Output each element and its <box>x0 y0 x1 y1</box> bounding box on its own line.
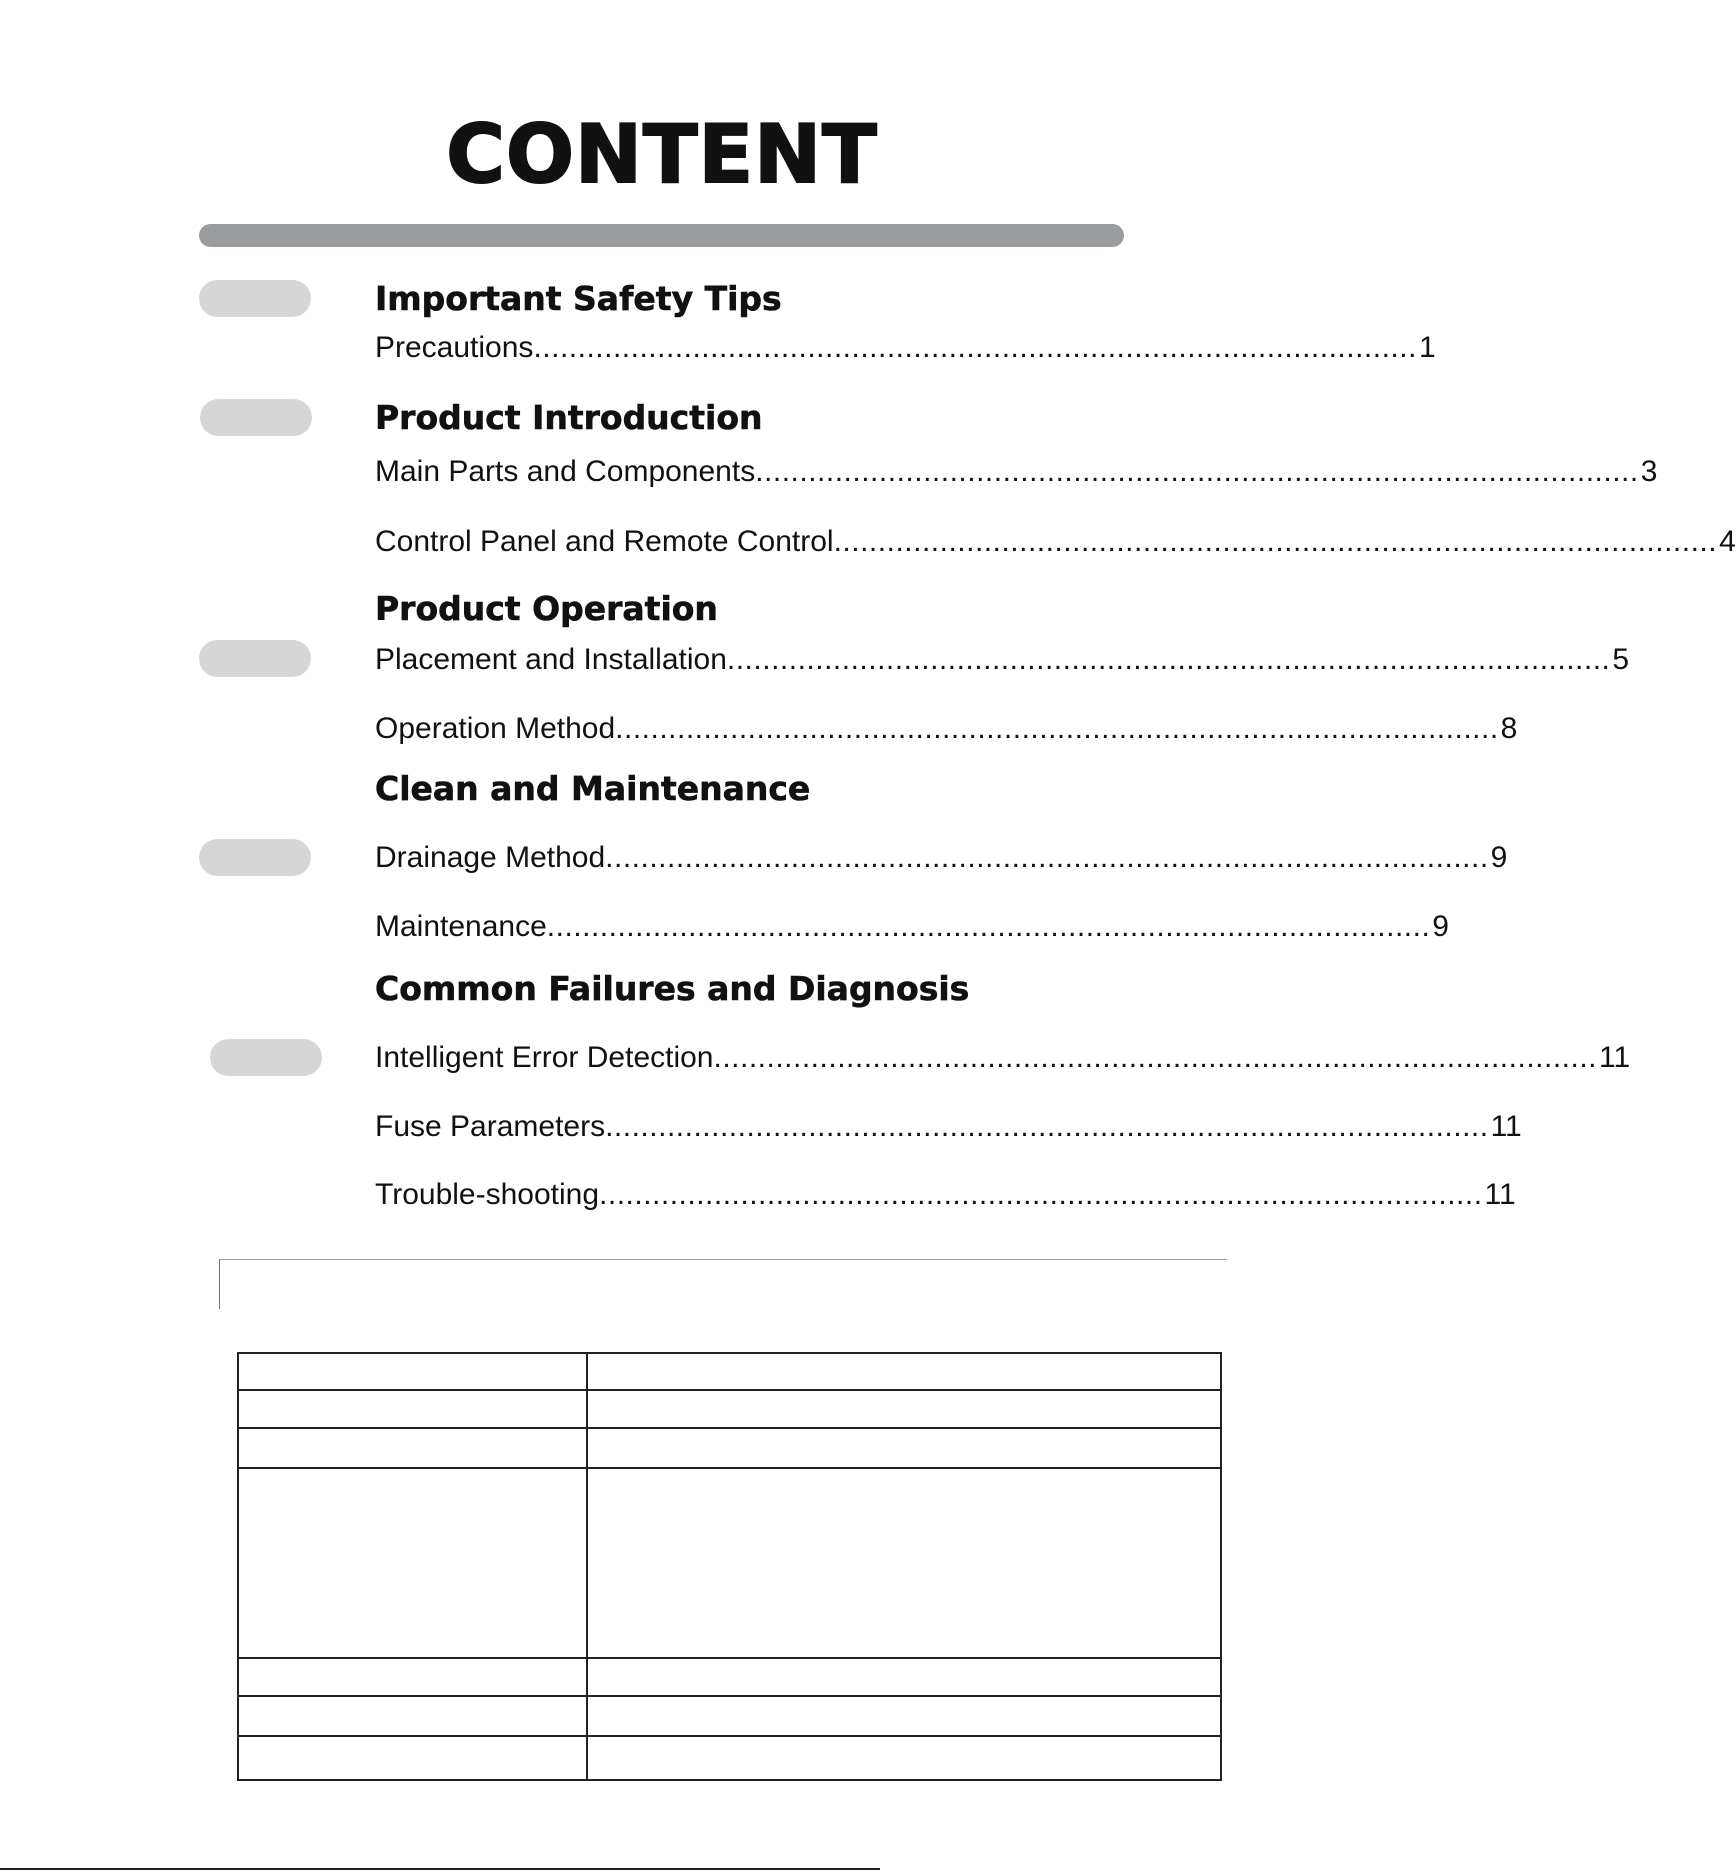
toc-page-number: 1 <box>1418 331 1436 364</box>
toc-page-number: 11 <box>1599 1041 1631 1074</box>
title-divider-bar <box>199 224 1124 247</box>
section-pill-1 <box>199 280 311 317</box>
table-cell <box>587 1736 1221 1780</box>
table-row <box>238 1696 1221 1736</box>
toc-leader-dots: .................................................................................................... <box>599 1178 1483 1211</box>
section-pill-3 <box>199 640 311 677</box>
spec-table <box>237 1352 1222 1781</box>
table-cell <box>238 1736 587 1780</box>
table-cell <box>587 1468 1221 1658</box>
table-cell <box>238 1353 587 1390</box>
table-cell <box>238 1658 587 1696</box>
table-cell <box>587 1696 1221 1736</box>
toc-page-number: 9 <box>1490 841 1508 874</box>
table-row <box>238 1428 1221 1468</box>
toc-entry-error-detection[interactable] <box>375 1041 1631 1075</box>
table-row <box>238 1353 1221 1390</box>
table-cell <box>587 1390 1221 1428</box>
section-pill-5 <box>210 1039 322 1076</box>
toc-entry-label: Drainage Method <box>375 841 606 874</box>
toc-entry-maintenance[interactable] <box>375 910 1449 944</box>
toc-leader-dots: .................................................................................................... <box>605 841 1489 874</box>
toc-entry-label: Maintenance <box>375 910 547 943</box>
toc-entry-label: Precautions <box>375 331 534 364</box>
table-cell <box>238 1468 587 1658</box>
toc-page-number: 5 <box>1612 643 1630 676</box>
section-heading-operation: Product Operation <box>375 589 718 628</box>
section-heading-introduction: Product Introduction <box>375 398 763 437</box>
toc-entry-label: Trouble-shooting <box>375 1178 600 1211</box>
section-pill-2 <box>200 399 312 436</box>
table-cell <box>587 1428 1221 1468</box>
section-pill-4 <box>199 839 311 876</box>
toc-leader-dots: .................................................................................................... <box>833 525 1718 558</box>
toc-entry-precautions[interactable] <box>375 331 1436 365</box>
toc-entry-placement[interactable] <box>375 643 1630 677</box>
toc-leader-dots: .................................................................................................... <box>605 1110 1489 1143</box>
toc-leader-dots: .................................................................................................... <box>546 910 1431 943</box>
toc-entry-control-panel[interactable] <box>375 525 1736 559</box>
page-title: CONTENT <box>446 108 878 201</box>
toc-page-number: 4 <box>1719 525 1736 558</box>
toc-page-number: 3 <box>1640 455 1658 488</box>
table-row <box>238 1736 1221 1780</box>
toc-entry-label: Placement and Installation <box>375 643 727 676</box>
toc-leader-dots: .................................................................................................... <box>615 712 1499 745</box>
frame-left-line <box>219 1259 220 1309</box>
table-cell <box>238 1696 587 1736</box>
toc-entry-operation-method[interactable] <box>375 712 1518 746</box>
toc-leader-dots: .................................................................................................... <box>755 455 1639 488</box>
toc-entry-label: Intelligent Error Detection <box>375 1041 714 1074</box>
toc-entry-fuse-parameters[interactable] <box>375 1110 1522 1144</box>
toc-leader-dots: .................................................................................................... <box>726 643 1611 676</box>
table-row <box>238 1658 1221 1696</box>
toc-page-number: 11 <box>1484 1178 1516 1211</box>
table-cell <box>238 1390 587 1428</box>
bottom-edge-line <box>0 1868 880 1870</box>
frame-top-line <box>219 1259 1227 1260</box>
toc-entry-main-parts[interactable] <box>375 455 1658 489</box>
toc-entry-label: Operation Method <box>375 712 616 745</box>
toc-entry-drainage[interactable] <box>375 841 1508 875</box>
section-heading-safety: Important Safety Tips <box>375 279 782 318</box>
toc-entry-label: Fuse Parameters <box>375 1110 606 1143</box>
table-row <box>238 1468 1221 1658</box>
toc-page-number: 8 <box>1500 712 1518 745</box>
section-heading-failures: Common Failures and Diagnosis <box>375 969 970 1008</box>
table-cell <box>587 1658 1221 1696</box>
toc-entry-label: Main Parts and Components <box>375 455 756 488</box>
toc-page-number: 11 <box>1490 1110 1522 1143</box>
toc-page-number: 9 <box>1432 910 1449 943</box>
table-cell <box>238 1428 587 1468</box>
toc-leader-dots: .................................................................................................... <box>533 331 1417 364</box>
toc-leader-dots: .................................................................................................... <box>713 1041 1597 1074</box>
section-heading-maintenance: Clean and Maintenance <box>375 769 811 808</box>
toc-entry-label: Control Panel and Remote Control <box>375 525 834 558</box>
table-row <box>238 1390 1221 1428</box>
toc-entry-trouble-shooting[interactable] <box>375 1178 1516 1212</box>
table-cell <box>587 1353 1221 1390</box>
